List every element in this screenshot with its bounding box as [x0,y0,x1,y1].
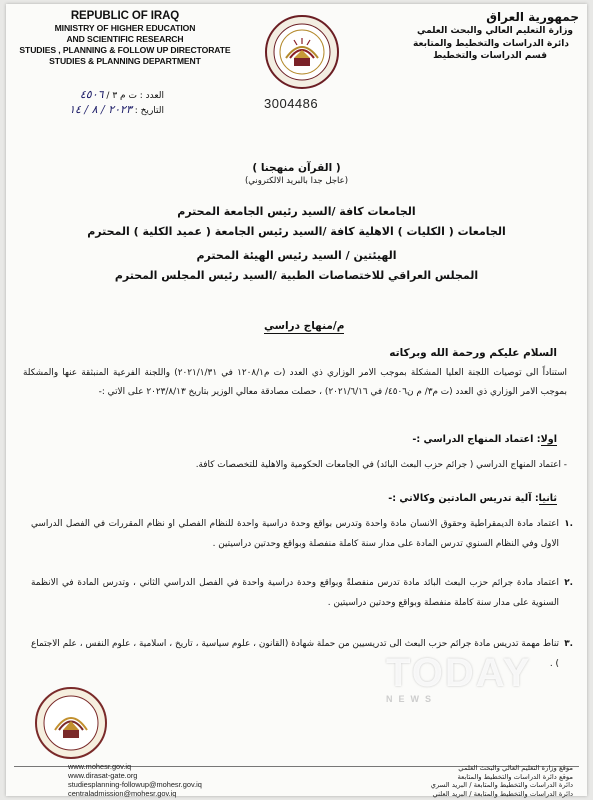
official-seal-icon [34,686,108,760]
footer-link[interactable]: centraladmission@mohesr.gov.iq [68,789,177,798]
header-ar-line4: قسم الدراسات والتخطيط [433,51,547,61]
urgency-note: (عاجل جدا بالبريد الالكتروني) [244,176,349,186]
document-id: 3004486 [264,96,319,111]
header-en-line3: AND SCIENTIFIC RESEARCH [66,34,184,44]
addressee-2: الجامعات ( الكليات ) الاهلية كافة /السيد رئيس الجامعة ( عميد الكلية ) المحترم [87,225,506,238]
header-ar-line1: جمهورية العراق [486,10,579,24]
quran-motto: ( القرآن منهجنا ) [252,162,341,174]
greeting: السلام عليكم ورحمة الله وبركاته [389,347,557,359]
section-1-text: - اعتماد المنهاج الدراسي ( جرائم حزب البعث البائد) في الجامعات الحكومية والاهلية للتخصصات كافة. [195,460,567,470]
footer-label: دائرة الدراسات والتخطيط والمتابعة / البريد العلني [432,789,573,798]
reference-number-label: العدد : ت م ٣ / [106,91,164,101]
list-item-text: اعتماد مادة جرائم حزب البعث البائد مادة تدرس منفصلةً وبواقع وحدة دراسية واحدة في الفصل الدراسي الثاني ، وتدرس المادة في الانظمة السنوية على مدار سنة كاملة منفصلة وبواقع وحدتين دراسيتين . [31,578,559,608]
watermark-logo [386,652,556,722]
header-en-line2: MINISTRY OF HIGHER EDUCATION [54,23,196,33]
letter-page [6,4,587,796]
list-item-number: .٣ [564,639,573,649]
addressee-1: الجامعات كافة /السيد رئيس الجامعة المحترم [177,205,416,218]
list-item-text: تناط مهمة تدريس مادة جرائم حزب البعث الى تدريسيين من حملة شهادة (القانون ، علوم سياسية ، تاريخ ، اسلامية ، علوم النفس ، علم الاجتماع ) . [31,639,559,669]
section-2-heading [388,493,557,504]
reference-date-value: ٢٠٢٣ / ٨ / ١٤ [69,103,132,116]
addressee-3: الهيئتين / السيد رئيس الهيئة المحترم [196,249,397,262]
footer-english-links [68,762,202,798]
reference-date [64,103,164,118]
section-1-heading [412,434,557,445]
list-item-text: اعتماد مادة الديمقراطية وحقوق الانسان مادة واحدة وتدرس بواقع وحدة دراسية واحدة للنظام الفصلي او نظام المقررات في الفصل الدراسي الاول وفي النظام السنوي تدرس المادة على مدار سنة كاملة منفصلة وبواقع وحدتين دراسيتين . [31,519,559,549]
ministry-logo-icon [264,14,340,90]
footer-label: موقع وزارة التعليم العالي والبحث العلمي [458,764,573,772]
addressee-4: المجلس العراقي للاختصاصات الطبية /السيد رئيس المجلس المحترم [114,269,479,282]
arabic-letterhead [379,10,579,63]
reference-block [64,88,164,118]
footer-link[interactable]: www.dirasat-gate.org [68,771,138,780]
section-1-title: : اعتماد المنهاج الدراسي :- [412,434,541,445]
header-ar-line3: دائرة الدراسات والتخطيط والمتابعة [413,38,569,49]
subject-line: م/منهاج دراسي [264,320,345,332]
intro-paragraph: استناداً الى توصيات اللجنة العليا المشكلة بموجب الامر الوزاري ذي العدد (ت م١٢٠٨/١ في ٢٠٢١/١/٣١) واللجنة الفرعية المنبثقة عنها والمشكلة بموجب الامر الوزاري ذي العدد (ت م٣/ م ن٤٥٠٦/ في ٢٠٢١/٦/١٦) ، حصلت مصادقة معالي الوزير بتاريخ ٢٠٢٣/٨/١٣ على الاتي :- [23,368,567,397]
header-ar-line2: وزارة التعليم العالي والبحث العلمي [416,26,573,36]
english-letterhead [12,10,238,67]
watermark-small: NEWS [386,694,437,704]
section-2-label: ثانيا [538,493,557,504]
list-item-number: .٢ [564,578,573,588]
section-1-label: اولا [540,434,557,445]
header-en-line1: REPUBLIC OF IRAQ [70,10,180,22]
header-en-line5: STUDIES & PLANNING DEPARTMENT [49,56,201,66]
footer-label: دائرة الدراسات والتخطيط والمتابعة / البريد السري [430,781,573,790]
reference-number-value: ٤٥٠٦ [79,88,104,101]
footer-arabic-labels [431,764,573,798]
list-item-number: .١ [564,519,573,529]
footer-label: موقع دائرة الدراسات والتخطيط والمتابعة [457,772,573,781]
list-item [31,514,573,554]
reference-date-label: التاريخ : [134,106,164,116]
header-en-line4: STUDIES , PLANNING & FOLLOW UP DIRECTORATE [19,45,231,55]
footer-link[interactable]: www.mohesr.gov.iq [68,762,132,771]
watermark-big: TODAY [386,651,532,695]
section-2-title: : آلية تدريس المادتين وكالاتي :- [388,493,539,504]
footer-link[interactable]: studiesplanning-followup@mohesr.gov.iq [68,780,202,789]
list-item [31,573,573,613]
reference-number [64,88,164,103]
